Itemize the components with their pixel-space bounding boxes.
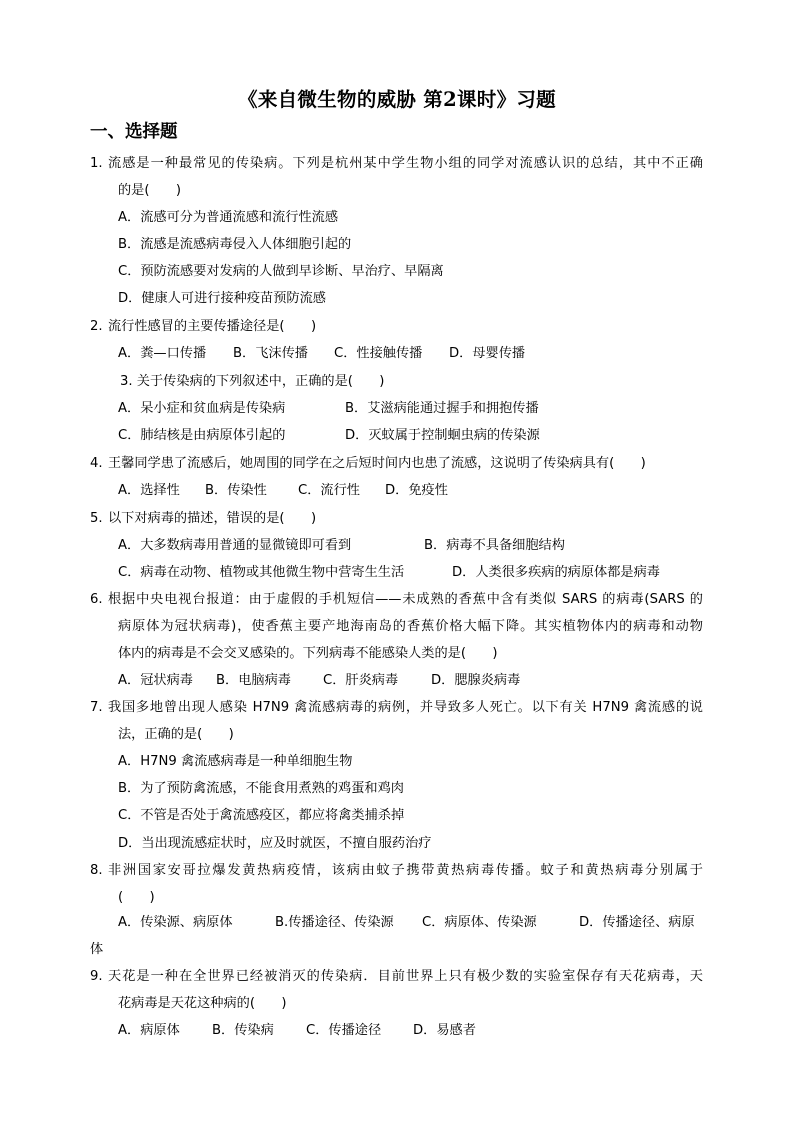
option-b: B．传染病 — [212, 1023, 274, 1038]
question-number: 9. — [90, 969, 103, 984]
option-d: D．易感者 — [413, 1023, 476, 1038]
options-row — [0, 672, 794, 690]
option-d: D．健康人可进行接种疫苗预防流感 — [118, 291, 326, 306]
options-row — [0, 564, 794, 582]
option-a: A．传染源、病原体 — [118, 915, 233, 930]
option-d: D．母婴传播 — [449, 346, 526, 361]
options-row — [0, 427, 794, 445]
option-d: D．免疫性 — [385, 483, 448, 498]
option-a: A．H7N9 禽流感病毒是一种单细胞生物 — [118, 754, 353, 769]
page-title: 《来自微生物的威胁 第2课时》习题 — [238, 88, 556, 111]
option-c: C．性接触传播 — [334, 346, 423, 361]
question-stem: 我国多地曾出现人感染 H7N9 禽流感病毒的病例，并导致多人死亡。以下有关 H7N9 禽流感的说 — [108, 700, 703, 715]
option-c: C．传播途径 — [306, 1023, 382, 1038]
option-a: A．粪—口传播 — [118, 346, 207, 361]
option-d: D．腮腺炎病毒 — [431, 673, 521, 688]
option-a: A．选择性 — [118, 483, 180, 498]
option-d-continued: 体 — [90, 942, 104, 957]
question-stem: 流感是一种最常见的传染病。下列是杭州某中学生物小组的同学对流感认识的总结，其中不正确 — [108, 156, 703, 171]
question-stem-continued: 花病毒是天花这种病的( ) — [118, 996, 287, 1011]
question-stem: 非洲国家安哥拉爆发黄热病疫情，该病由蚊子携带黄热病毒传播。蚊子和黄热病毒分别属于 — [108, 863, 703, 878]
options-row — [0, 914, 794, 932]
option-c: C．预防流感要对发病的人做到早诊断、早治疗、早隔离 — [118, 264, 444, 279]
question-number: 1. — [90, 156, 103, 171]
option-c: C．流行性 — [298, 483, 360, 498]
question-stem: 以下对病毒的描述，错误的是( ) — [108, 511, 317, 526]
option-a: A．病原体 — [118, 1023, 180, 1038]
option-b: B．传染性 — [205, 483, 267, 498]
question-stem-continued: 体内的病毒是不会交叉感染的。下列病毒不能感染人类的是( ) — [118, 646, 498, 661]
option-d: D．人类很多疾病的病原体都是病毒 — [452, 565, 660, 580]
question-number: 7. — [90, 700, 103, 715]
options-row — [0, 1022, 794, 1040]
question-stem: 根据中央电视台报道：由于虚假的手机短信——未成熟的香蕉中含有类似 SARS 的病毒(SARS 的 — [108, 592, 703, 607]
question-number: 4. — [90, 456, 103, 471]
option-d: D．当出现流感症状时，应及时就医，不擅自服药治疗 — [118, 836, 432, 851]
option-c: C．肺结核是由病原体引起的 — [118, 428, 286, 443]
option-b: B.传播途径、传染源 — [275, 915, 394, 930]
question-stem: 天花是一种在全世界已经被消灭的传染病．目前世界上只有极少数的实验室保存有天花病毒，天 — [108, 969, 703, 984]
option-b: B．飞沫传播 — [233, 346, 308, 361]
option-b: B．电脑病毒 — [216, 673, 291, 688]
option-c: C．病毒在动物、植物或其他微生物中营寄生生活 — [118, 565, 405, 580]
option-c: C．病原体、传染源 — [422, 915, 537, 930]
option-c: C．不管是否处于禽流感疫区，都应将禽类捕杀掉 — [118, 808, 405, 823]
options-row — [0, 537, 794, 555]
options-row — [0, 482, 794, 500]
option-a: A．冠状病毒 — [118, 673, 193, 688]
section-heading: 一、选择题 — [90, 122, 178, 142]
options-row — [0, 400, 794, 418]
option-b: B．病毒不具备细胞结构 — [424, 538, 565, 553]
option-a: A．大多数病毒用普通的显微镜即可看到 — [118, 538, 352, 553]
option-d: D．传播途径、病原 — [579, 915, 695, 930]
question-number: 2. — [90, 319, 103, 334]
option-a: A．呆小症和贫血病是传染病 — [118, 401, 286, 416]
question-stem-continued: ( ) — [118, 890, 155, 905]
question-stem: 王馨同学患了流感后，她周围的同学在之后短时间内也患了流感，这说明了传染病具有( ) — [108, 456, 646, 471]
question-stem: 3. 关于传染病的下列叙述中，正确的是( ) — [120, 374, 385, 389]
option-c: C．肝炎病毒 — [323, 673, 399, 688]
question-stem-continued: 法，正确的是( ) — [118, 727, 234, 742]
option-d: D．灭蚊属于控制蛔虫病的传染源 — [345, 428, 540, 443]
options-row — [0, 345, 794, 363]
question-stem-continued: 病原体为冠状病毒)，使香蕉主要产地海南岛的香蕉价格大幅下降。其实植物体内的病毒和动物 — [118, 619, 703, 634]
question-stem: 流行性感冒的主要传播途径是( ) — [108, 319, 317, 334]
option-b: B．艾滋病能通过握手和拥抱传播 — [345, 401, 539, 416]
option-a: A．流感可分为普通流感和流行性流感 — [118, 210, 339, 225]
option-b: B．流感是流感病毒侵入人体细胞引起的 — [118, 237, 352, 252]
question-number: 6. — [90, 592, 103, 607]
option-b: B．为了预防禽流感，不能食用煮熟的鸡蛋和鸡肉 — [118, 781, 404, 796]
question-number: 8. — [90, 863, 103, 878]
question-stem-continued: 的是( ) — [118, 183, 182, 198]
question-number: 5. — [90, 511, 103, 526]
